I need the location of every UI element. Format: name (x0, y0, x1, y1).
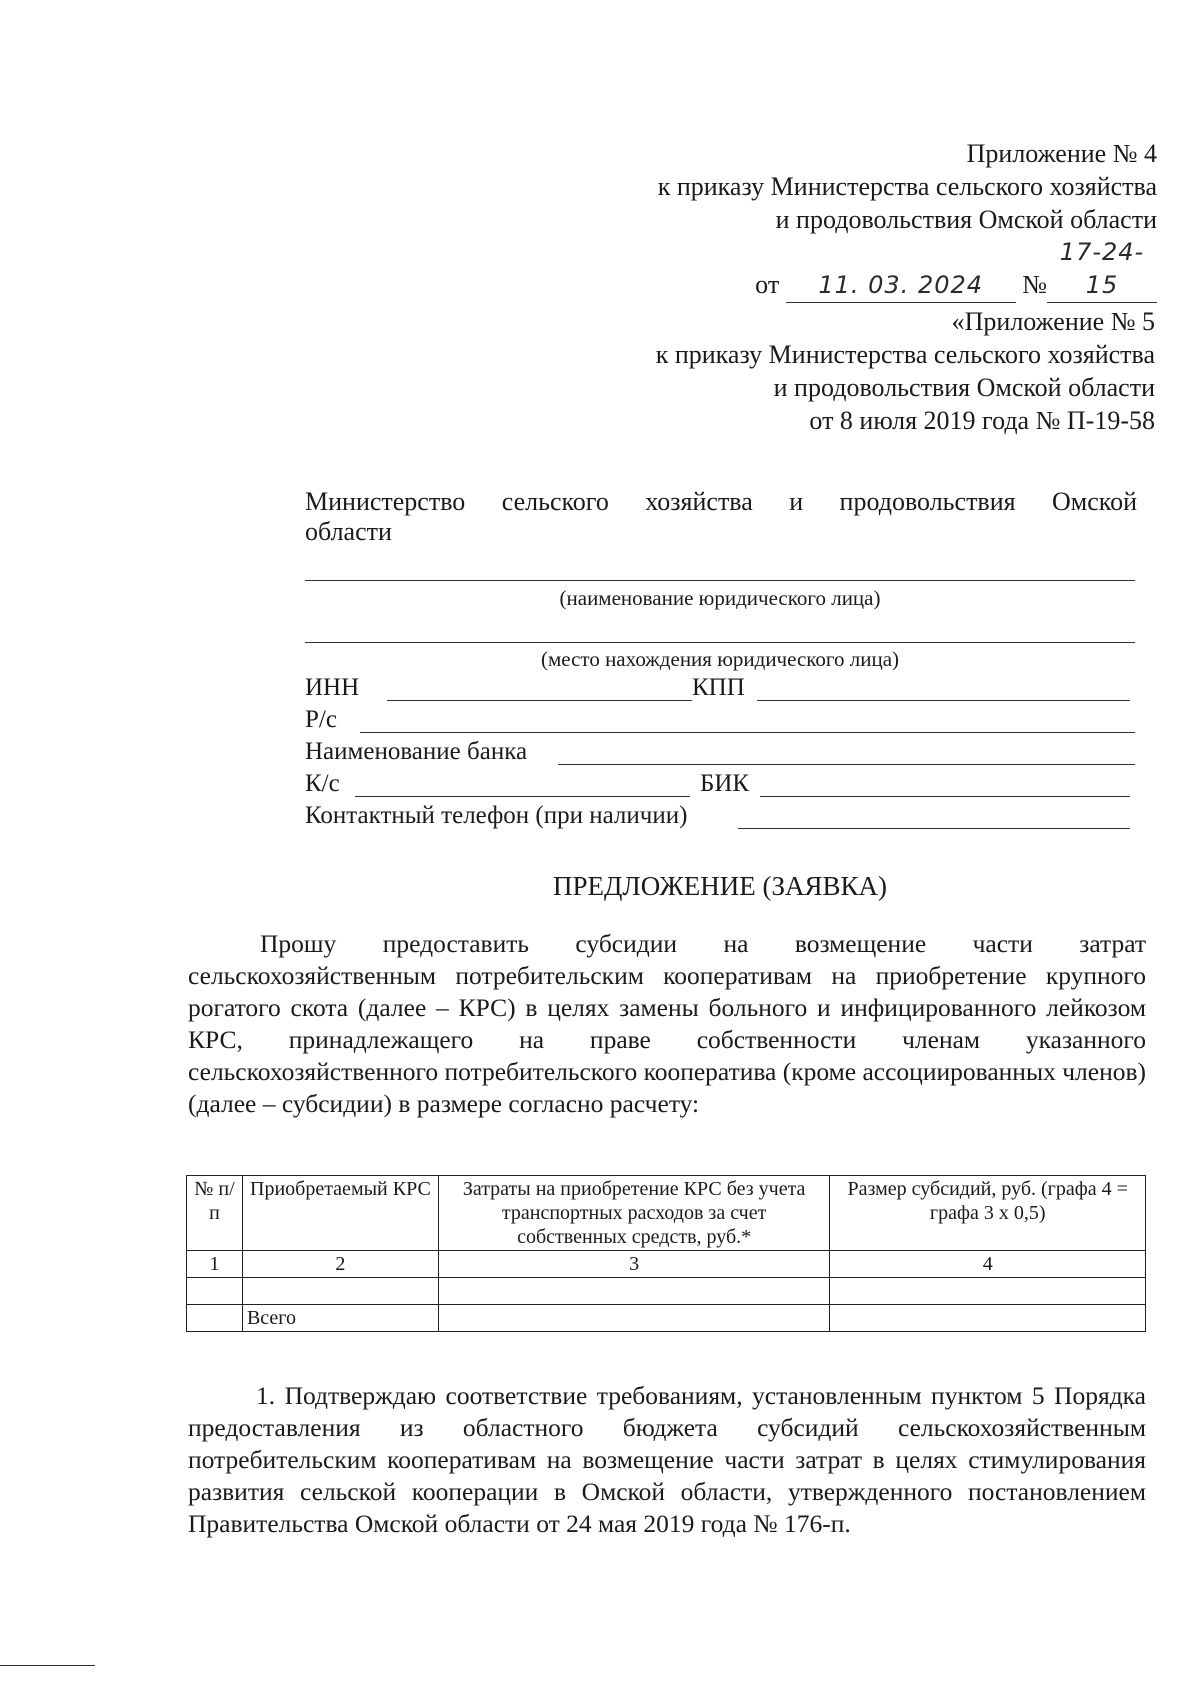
addressee-line2: области (305, 517, 392, 546)
table-total-row (187, 1305, 1146, 1332)
ks-bik-row (305, 768, 1135, 799)
handwritten-number: 17-24-15 (1047, 236, 1157, 303)
bik-label: БИК (700, 770, 750, 797)
phone-label: Контактный телефон (при наличии) (305, 802, 688, 829)
bank-input-line[interactable] (558, 764, 1135, 765)
table-cell[interactable] (830, 1278, 1146, 1305)
total-label: Всего (242, 1305, 438, 1332)
document-title: ПРЕДЛОЖЕНИЕ (ЗАЯВКА) (552, 871, 888, 901)
subsidy-calculation-table (186, 1175, 1146, 1332)
number-prefix: № (1022, 270, 1047, 299)
handwritten-date: 11. 03. 2024 (786, 269, 1016, 303)
header-cell-subsidy: Размер субсидий, руб. (графа 4 = графа 3 х 0,5) (830, 1176, 1146, 1251)
header-old-line4: от 8 июля 2019 года № П-19-58 (809, 406, 1155, 435)
column-number-4: 4 (830, 1251, 1146, 1278)
header-cell-number: № п/п (187, 1176, 243, 1251)
table-cell[interactable] (187, 1278, 243, 1305)
column-number-1: 1 (187, 1251, 243, 1278)
bik-input-line[interactable] (760, 796, 1130, 797)
bank-label: Наименование банка (305, 738, 528, 765)
table-column-numbers-row (187, 1251, 1146, 1278)
header-old-appendix (560, 305, 1155, 437)
confirmation-paragraph: 1. Подтверждаю соответствие требованиям, установленным пунктом 5 Порядка предоставления из областного бюджета субсидий сельскохозяйственным потребительским кооперативам на возмещение части затрат в целях стимулирования развития сельской кооперации в Омской области, утвержденного постановлением Правительства Омской области от 24 мая 2019 года № 176-п. (188, 1381, 1146, 1538)
footnote-separator (0, 1665, 95, 1666)
legal-address-blank-line[interactable] (305, 642, 1135, 643)
header-new-line3: и продовольствия Омской области (775, 205, 1157, 234)
header-old-line2: к приказу Министерства сельского хозяйства (655, 340, 1155, 369)
bank-row (305, 736, 1135, 767)
ks-input-line[interactable] (355, 796, 690, 797)
header-new-date-line (560, 236, 1157, 303)
date-prefix: от (755, 270, 780, 299)
request-paragraph: Прошу предоставить субсидии на возмещение части затрат сельскохозяйственным потребительским кооперативам на приобретение крупного рогатого скота (далее – КРС) в целях замены больного и инфицированного лейкозом КРС, принадлежащего на праве собственности членам указанного сельскохозяйственного потребительского кооператива (кроме ассоциированных членов) (далее – субсидии) в размере согласно расчету: (188, 929, 1146, 1118)
column-number-2: 2 (242, 1251, 438, 1278)
legal-address-caption: (место нахождения юридического лица) (540, 647, 900, 671)
header-old-line1: «Приложение № 5 (951, 307, 1155, 336)
addressee-block (305, 487, 1137, 547)
column-number-3: 3 (438, 1251, 830, 1278)
legal-name-caption: (наименование юридического лица) (559, 586, 881, 610)
rs-label: Р/с (305, 706, 337, 733)
header-cell-cattle: Приобретаемый КРС (242, 1176, 438, 1251)
total-subsidy-cell[interactable] (830, 1305, 1146, 1332)
kpp-label: КПП (692, 674, 745, 701)
total-costs-cell[interactable] (438, 1305, 830, 1332)
header-new-line2: к приказу Министерства сельского хозяйства (657, 172, 1157, 201)
rs-row (305, 704, 1135, 735)
table-cell[interactable] (187, 1305, 243, 1332)
table-cell[interactable] (242, 1278, 438, 1305)
table-row (187, 1278, 1146, 1305)
header-cell-costs: Затраты на приобретение КРС без учета транспортных расходов за счет собственных средств, руб.* (438, 1176, 830, 1251)
header-new-line1: Приложение № 4 (966, 139, 1157, 168)
table-header-row (187, 1176, 1146, 1251)
addressee-line1: Министерство сельского хозяйства и продовольствия Омской (305, 487, 1137, 516)
rs-input-line[interactable] (360, 732, 1135, 733)
inn-label: ИНН (305, 674, 360, 701)
phone-input-line[interactable] (738, 828, 1130, 829)
inn-input-line[interactable] (387, 700, 692, 701)
inn-kpp-row (305, 672, 1135, 703)
header-old-line3: и продовольствия Омской области (773, 373, 1155, 402)
ks-label: К/с (305, 770, 340, 797)
kpp-input-line[interactable] (757, 700, 1130, 701)
phone-row (305, 800, 1135, 831)
legal-name-blank-line[interactable] (305, 580, 1135, 581)
header-new-appendix (560, 137, 1157, 303)
table-cell[interactable] (438, 1278, 830, 1305)
